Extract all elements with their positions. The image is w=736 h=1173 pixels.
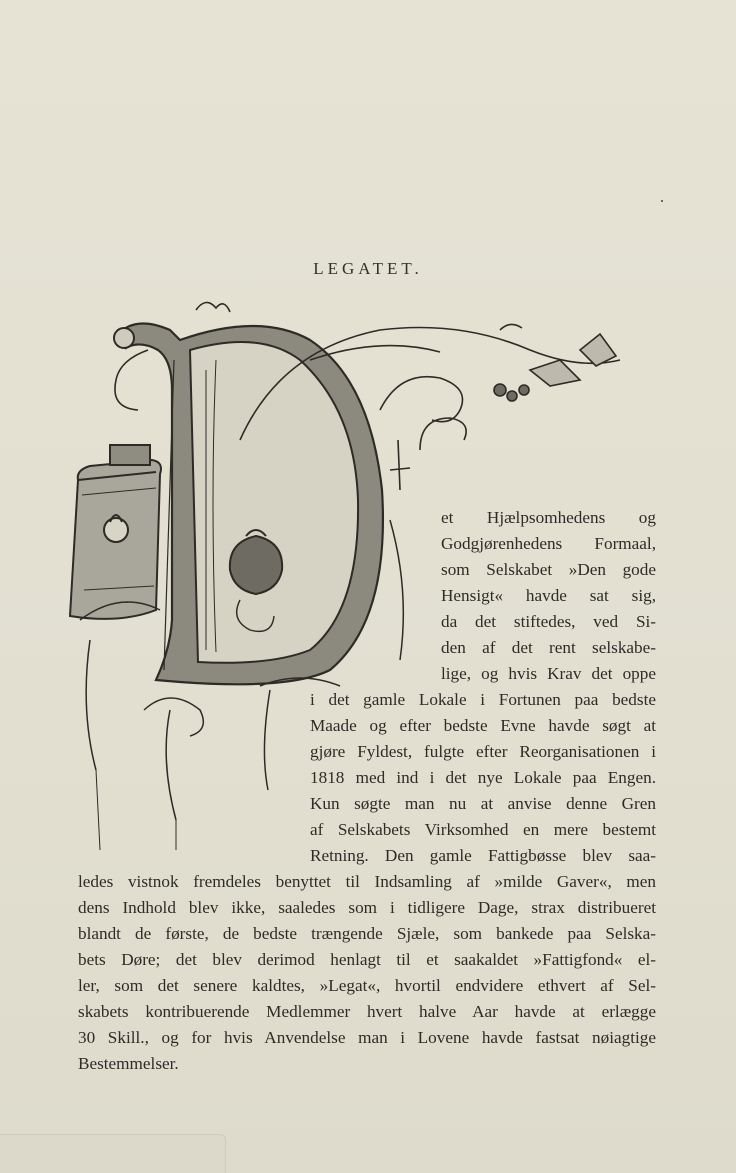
text-line-11: 1818 med ind i det nye Lokale paa Engen.: [310, 768, 656, 787]
chapter-heading: LEGATET.: [313, 259, 423, 278]
page-corner-shadow: [0, 1134, 226, 1173]
text-line-7: lige, og hvis Krav det oppe: [441, 664, 656, 683]
text-line-16: dens Indhold blev ikke, saaledes som i tidligere Dage, strax distribueret: [78, 898, 656, 917]
text-line-20: skabets kontribuerende Medlemmer hvert halve Aar havde at erlægge: [78, 1002, 656, 1021]
text-line-17: blandt de første, de bedste trængende Sjæle, som bankede paa Selska-: [78, 924, 656, 943]
text-line-1: et Hjælpsomhedens og: [441, 508, 656, 527]
text-line-21: 30 Skill., og for hvis Anvendelse man i Lovene havde fastsat nøiagtige: [78, 1028, 656, 1047]
paper-speck: [661, 200, 663, 202]
text-line-12: Kun søgte man nu at anvise denne Gren: [310, 794, 656, 813]
text-line-10: gjøre Fyldest, fulgte efter Reorganisationen i: [310, 742, 656, 761]
text-line-15: ledes vistnok fremdeles benyttet til Indsamling af »milde Gaver«, men: [78, 872, 656, 891]
text-line-5: da det stiftedes, ved Si-: [441, 612, 656, 631]
text-line-6: den af det rent selskabe-: [441, 638, 656, 657]
text-line-4: Hensigt« havde sat sig,: [441, 586, 656, 605]
poor-box-icon: [70, 445, 161, 619]
text-line-22: Bestemmelser.: [78, 1054, 179, 1073]
text-line-13: af Selskabets Virksomhed en mere bestemt: [310, 820, 656, 839]
text-line-2: Godgjørenhedens Formaal,: [441, 534, 656, 553]
text-line-18: bets Døre; det blev derimod henlagt til et saakaldet »Fattigfond« el-: [78, 950, 656, 969]
text-line-14: Retning. Den gamle Fattigbøsse blev saa-: [310, 846, 656, 865]
text-line-19: ler, som det senere kaldtes, »Legat«, hvortil endvidere ethvert af Sel-: [78, 976, 656, 995]
text-line-3: som Selskabet »Den gode: [441, 560, 656, 579]
text-line-8: i det gamle Lokale i Fortunen paa bedste: [310, 690, 656, 709]
text-line-9: Maade og efter bedste Evne havde søgt at: [310, 716, 656, 735]
